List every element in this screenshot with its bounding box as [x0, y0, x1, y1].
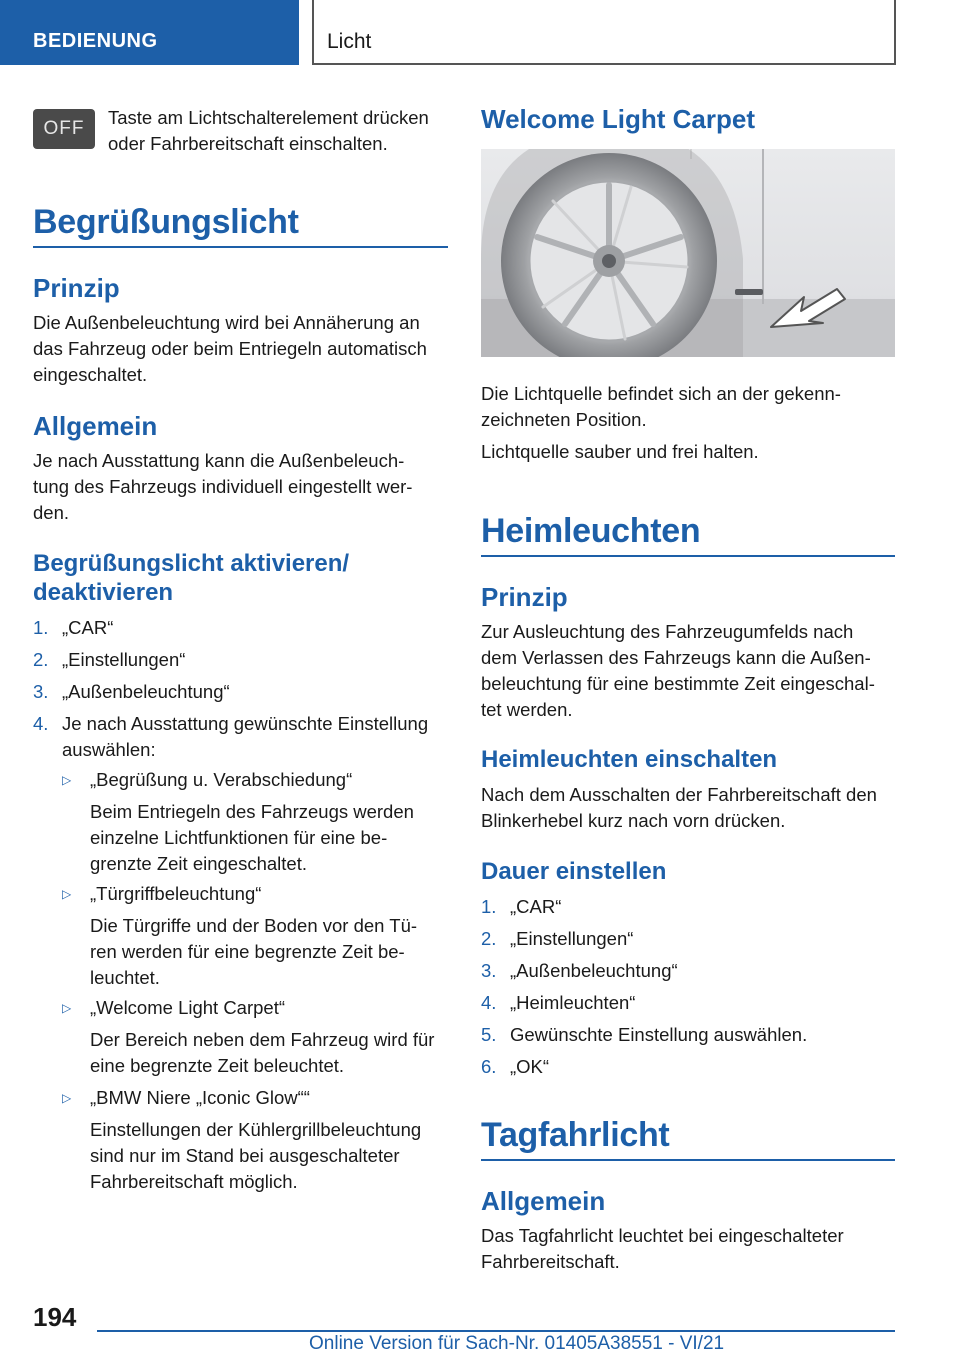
heading-rule [33, 246, 448, 248]
heading-dauer-einstellen: Dauer einstellen [481, 858, 667, 885]
step-number: 6. [481, 1056, 497, 1077]
prinzip-line: eingeschaltet. [33, 364, 148, 385]
tag-line: Fahrbereitschaft. [481, 1251, 620, 1272]
bullet-title: „BMW Niere „Iconic Glow““ [90, 1087, 310, 1108]
footer-rule [97, 1330, 895, 1332]
heading-heim-einschalten: Heimleuchten einschalten [481, 746, 778, 773]
step-text: „OK“ [510, 1056, 550, 1077]
carpet-line: Lichtquelle sauber und frei halten. [481, 441, 759, 462]
carpet-line: zeichneten Position. [481, 409, 647, 430]
bullet-line: Beim Entriegeln des Fahrzeugs werden [90, 801, 414, 822]
bullet-line: einzelne Lichtfunktionen für eine be- [90, 827, 388, 848]
step-text: „Einstellungen“ [62, 649, 186, 670]
triangle-bullet-icon: ▷ [62, 1091, 72, 1105]
triangle-bullet-icon: ▷ [62, 887, 72, 901]
bullet-line: Der Bereich neben dem Fahrzeug wird für [90, 1029, 435, 1050]
step-text: „Außenbeleuchtung“ [62, 681, 230, 702]
step-number: 1. [33, 617, 49, 638]
duration-steps [481, 894, 895, 1094]
step-number: 2. [481, 928, 497, 949]
step-number: 4. [33, 713, 49, 734]
heading-heimleuchten: Heimleuchten [481, 512, 701, 550]
carpet-line: Die Lichtquelle befindet sich an der gekenn- [481, 383, 841, 404]
step-text: „Heimleuchten“ [510, 992, 636, 1013]
activation-steps [33, 615, 448, 1215]
bullet-title: „Türgriffbeleuchtung“ [90, 883, 262, 904]
heading-begruessungslicht: Begrüßungslicht [33, 203, 299, 241]
heading-aktivieren: Begrüßungslicht aktivieren/ [33, 550, 350, 577]
heading-rule [481, 555, 895, 557]
step-text: Gewünschte Einstellung auswählen. [510, 1024, 808, 1045]
bullet-line: Einstellungen der Kühlergrillbeleuchtung [90, 1119, 422, 1140]
step-number: 5. [481, 1024, 497, 1045]
allgemein-line: Je nach Ausstattung kann die Außenbeleuch- [33, 450, 405, 471]
bullet-line: eine begrenzte Zeit beleuchtet. [90, 1055, 345, 1076]
heading-tagfahrlicht: Tagfahrlicht [481, 1116, 670, 1154]
heading-allgemein: Allgemein [33, 411, 158, 441]
intro-line-2: oder Fahrbereitschaft einschalten. [108, 133, 388, 154]
step-text: „CAR“ [62, 617, 114, 638]
bullet-title: „Begrüßung u. Verabschiedung“ [90, 769, 353, 790]
bullet-line: Die Türgriffe und der Boden vor den Tü- [90, 915, 418, 936]
step-number: 4. [481, 992, 497, 1013]
step-text: „Außenbeleuchtung“ [510, 960, 678, 981]
car-wheel-icon [481, 149, 895, 357]
bullet-line: ren werden für eine begrenzte Zeit be- [90, 941, 405, 962]
page-number: 194 [33, 1302, 77, 1332]
prinzip-line: das Fahrzeug oder beim Entriegeln automatisch [33, 338, 427, 359]
heim-prinzip-line: Zur Ausleuchtung des Fahrzeugumfelds nach [481, 621, 854, 642]
bullet-line: grenzte Zeit eingeschaltet. [90, 853, 307, 874]
heim-ein-line: Nach dem Ausschalten der Fahrbereitschaft den [481, 784, 877, 805]
intro-line-1: Taste am Lichtschalterelement drücken [108, 107, 429, 128]
step-number: 1. [481, 896, 497, 917]
heading-tag-allgemein: Allgemein [481, 1186, 606, 1216]
step-number: 3. [33, 681, 49, 702]
footer-version-text: Online Version für Sach-Nr. 01405A38551 - VI/21 [309, 1333, 725, 1354]
heading-aktivieren-cont: deaktivieren [33, 579, 174, 606]
heading-rule [481, 1159, 895, 1161]
chapter-header [312, 0, 896, 65]
heim-prinzip-line: tet werden. [481, 699, 573, 720]
step-number: 3. [481, 960, 497, 981]
allgemein-line: tung des Fahrzeugs individuell eingestellt wer- [33, 476, 413, 497]
bullet-title: „Welcome Light Carpet“ [90, 997, 286, 1018]
tag-line: Das Tagfahrlicht leuchtet bei eingeschalteter [481, 1225, 844, 1246]
step-number: 2. [33, 649, 49, 670]
step-text: „CAR“ [510, 896, 562, 917]
car-wheel-illustration [481, 149, 895, 357]
heim-ein-line: Blinkerhebel kurz nach vorn drücken. [481, 810, 786, 831]
triangle-bullet-icon: ▷ [62, 1001, 72, 1015]
section-title: BEDIENUNG [33, 30, 158, 52]
heading-welcome-light-carpet: Welcome Light Carpet [481, 104, 756, 134]
allgemein-line: den. [33, 502, 70, 523]
heim-prinzip-line: beleuchtung für eine bestimmte Zeit eingeschal- [481, 673, 875, 694]
chapter-title: Licht [327, 30, 372, 53]
off-button-icon: OFF [33, 109, 95, 149]
bullet-line: sind nur im Stand bei ausgeschalteter [90, 1145, 400, 1166]
section-tab [0, 0, 299, 65]
heading-heim-prinzip: Prinzip [481, 582, 568, 612]
heim-prinzip-line: dem Verlassen des Fahrzeugs kann die Außen- [481, 647, 871, 668]
step-text-cont: auswählen: [62, 739, 156, 760]
bullet-line: Fahrbereitschaft möglich. [90, 1171, 298, 1192]
step-text: Je nach Ausstattung gewünschte Einstellung [62, 713, 429, 734]
heading-prinzip: Prinzip [33, 273, 120, 303]
step-text: „Einstellungen“ [510, 928, 634, 949]
bullet-line: leuchtet. [90, 967, 160, 988]
triangle-bullet-icon: ▷ [62, 773, 72, 787]
prinzip-line: Die Außenbeleuchtung wird bei Annäherung an [33, 312, 420, 333]
